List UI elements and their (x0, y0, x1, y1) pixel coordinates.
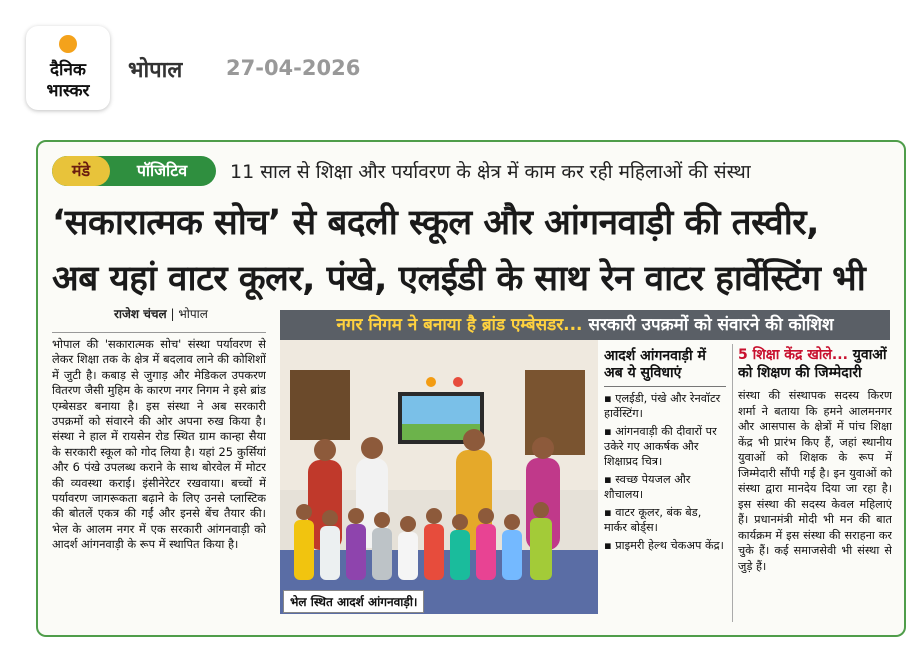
facilities-box (604, 348, 726, 618)
article-body: भोपाल की 'सकारात्मक सोच' संस्था पर्यावरण से लेकर शिक्षा तक के क्षेत्र में बदलाव लाने की कोशिशों में जुटी है। कबाड़ से जुगाड़ और मेडिकल उपकरण वितरण जैसी मुहिम के कारण नगर निगम ने इसे ब्रांड एम्बेसडर बनाया है। इस संस्था ने अब सरकारी उपक्रमों को संवारने की ओर अपना रुख किया है। संस्था ने हाल में रायसेन रोड स्थित ग्राम कान्हा सैया के सरकारी स्कूल को गोद लिया है। यहां 25 कुर्सियां और 6 पंखे उपलब्ध कराने के साथ बोरवेल में मोटर की व्यवस्था कराई। इंसीनेरेटर रखवाया। बच्चों में पर्यावरण जागरूकता बढ़ाने के लिए उनसे प्लास्टिक की बोतलें एकत्र की गईं और इनसे बेंच तैयार की। भेल के आलम नगर में एक सरकारी आंगनवाड़ी को आदर्श आंगनवाड़ी के रूप में स्थापित किया है। (52, 332, 266, 629)
logo-text-line1: दैनिक (50, 60, 86, 80)
badge-positive: पॉजिटिव (136, 161, 188, 180)
byline-name: राजेश चंचल (114, 307, 167, 321)
badge-monday: मंडे (52, 156, 110, 186)
byline: राजेश चंचल | भोपाल (114, 307, 208, 321)
edition-city: भोपाल (128, 58, 183, 83)
photo-caption: भेल स्थित आदर्श आंगनवाड़ी। (283, 590, 424, 613)
column-divider (732, 344, 733, 622)
page-header (0, 0, 924, 130)
banner-highlight: नगर निगम ने बनाया है ब्रांड एम्बेसडर... (336, 315, 583, 335)
side-story-body: संस्था की संस्थापक सदस्य किरण शर्मा ने बताया कि हमने आलमनगर और आसपास के क्षेत्रों में पांच शिक्षा केंद्र भी प्रारंभ किए हैं, जहां स्थानीय युवाओं को शिक्षक के रूप में जिम्मेदारी सौंपी गई है। इन युवाओं को संस्था द्वारा मानदेय दिया जा रहा है। इस संस्था की सदस्य केवल महिलाएं हैं। प्रधानमंत्री मोदी भी मन की बात कार्यक्रम में इस संस्था की सराहना कर चुके हैं। कई समाजसेवी भी संस्था से जुड़े हैं। (738, 389, 892, 573)
logo-text-line2: भास्कर (46, 81, 90, 101)
article-kicker: 11 साल से शिक्षा और पर्यावरण के क्षेत्र में काम कर रही महिलाओं की संस्था (230, 161, 751, 183)
facility-item: ▪ वाटर कूलर, बंक बेड, मार्कर बोर्ड्स। (604, 506, 702, 534)
facility-item: ▪ स्वच्छ पेयजल और शौचालय। (604, 473, 691, 501)
side-story (738, 346, 892, 626)
facility-item: ▪ प्राइमरी हेल्थ चेकअप केंद्र। (604, 539, 724, 552)
side-title-highlight: 5 शिक्षा केंद्र खोले... (738, 347, 848, 363)
edition-date: 27-04-2026 (226, 56, 361, 80)
anganwadi-photo (280, 340, 598, 614)
side-title-rest: युवाओं को शिक्षण की जिम्मेदारी (738, 347, 887, 381)
newspaper-clipping (36, 140, 906, 637)
side-story-title (738, 346, 892, 382)
section-banner (280, 310, 890, 340)
facility-item: ▪ एलईडी, पंखे और रेनवॉटर हार्वेस्टिंग। (604, 392, 721, 420)
facilities-title: आदर्श आंगनवाड़ी में अब ये सुविधाएं (604, 348, 726, 387)
banner-text: सरकारी उपक्रमों को संवारने की कोशिश (588, 315, 834, 335)
facility-item: ▪ आंगनवाड़ी की दीवारों पर उकेरे गए आकर्षक और शिक्षाप्रद चित्र। (604, 425, 717, 468)
monday-positive-badge (52, 156, 216, 186)
byline-city: भोपाल (178, 307, 208, 321)
headline-line-2: अब यहां वाटर कूलर, पंखे, एलईडी के साथ रेन वाटर हार्वेस्टिंग भी (52, 259, 866, 299)
sun-icon (59, 35, 77, 53)
headline-line-1: ‘सकारात्मक सोच’ से बदली स्कूल और आंगनवाड़ी की तस्वीर, (52, 203, 819, 243)
dainik-bhaskar-logo[interactable] (26, 26, 110, 110)
